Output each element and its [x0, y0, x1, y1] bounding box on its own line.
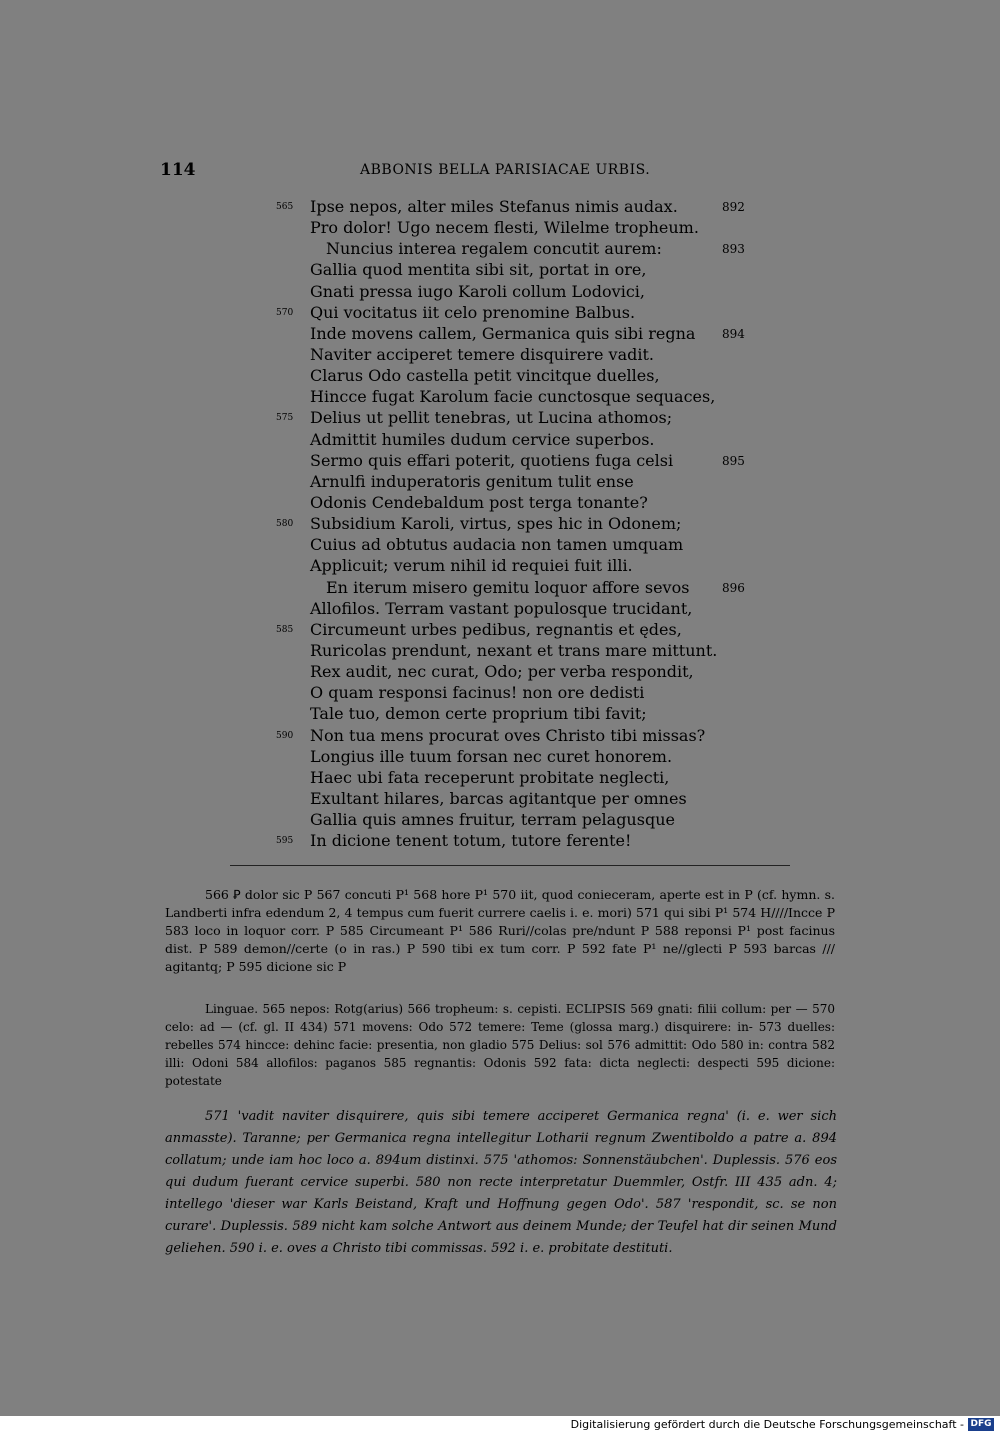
verse-line: [270, 725, 760, 746]
verse-text: Nuncius interea regalem concutit aurem:: [326, 239, 662, 259]
verse-text: Hincce fugat Karolum facie cunctosque sequaces,: [310, 387, 716, 407]
verse-text: Applicuit; verum nihil id requiei fuit illi.: [310, 556, 633, 576]
verse-text: Haec ubi fata receperunt probitate neglecti,: [310, 767, 670, 787]
verse-line: [270, 682, 760, 703]
verse-line: [270, 703, 760, 724]
verse-line: [270, 302, 760, 323]
verse-line: [270, 788, 760, 809]
verse-line: [270, 386, 760, 407]
verse-line: [270, 619, 760, 640]
verse-text: Longius ille tuum forsan nec curet honorem.: [310, 746, 673, 766]
verse-line: [270, 492, 760, 513]
footer-funding-text: Digitalisierung gefördert durch die Deutsche Forschungsgemeinschaft -: [570, 1418, 964, 1431]
footer-bar: [0, 1416, 1000, 1434]
verse-text: Clarus Odo castella petit vincitque duelles,: [310, 366, 660, 386]
verse-text: Gallia quis amnes fruitur, terram pelagusque: [310, 810, 675, 830]
notes-text: 571 'vadit naviter disquirere, quis sibi temere acciperet Germanica regna' (i. e. wer sich anmasste). Taranne; per Germanica regna intellegitur Lotharii regnum Zwentiboldo a patre a. 894 collatum; unde iam hoc loco a. 894um distinxi. 575 'athomos: Sonnenstäubchen'. Duplessis. 576 eos qui dudum fuerant cervice superbi. 580 non recte interpretatur Duemmler, Ostfr. III 435 adn. 4; intellego 'dieser war Karls Beistand, Kraft und Hoffnung gegen Odo'. 587 'respondit, sc. se non curare'. Duplessis. 589 nicht kam solche Antwort aus deinem Munde; der Teufel hat dir seinen Mund geliehen. 590 i. e. oves a Christo tibi commissas. 592 i. e. probitate destituti.: [165, 1109, 837, 1256]
verse-line: [270, 830, 760, 851]
page-header: [160, 160, 840, 184]
poem-text: [270, 196, 760, 851]
verse-line: [270, 577, 760, 598]
verse-text: Ipse nepos, alter miles Stefanus nimis audax.: [310, 197, 678, 216]
verse-line: [270, 746, 760, 767]
year-reference: 892: [722, 200, 745, 214]
verse-number: 570: [276, 307, 294, 318]
verse-line: [270, 661, 760, 682]
verse-text: Circumeunt urbes pedibus, regnantis et ędes,: [310, 619, 682, 639]
verse-text: Cuius ad obtutus audacia non tamen umquam: [310, 535, 684, 555]
verse-text: Naviter acciperet temere disquirere vadit.: [310, 344, 654, 364]
verse-number: 565: [276, 202, 294, 212]
verse-line: [270, 429, 760, 450]
verse-line: [270, 323, 760, 344]
verse-text: Rex audit, nec curat, Odo; per verba respondit,: [310, 662, 694, 682]
year-reference: 894: [722, 326, 745, 341]
verse-text: Sermo quis effari poterit, quotiens fuga celsi: [310, 450, 674, 470]
verse-line: [270, 196, 760, 217]
verse-text: In dicione tenent totum, tutore ferente!: [310, 831, 632, 851]
verse-text: O quam responsi facinus! non ore dedisti: [310, 683, 645, 703]
verse-number: 585: [276, 624, 294, 635]
year-reference: 896: [722, 580, 745, 595]
verse-text: Gallia quod mentita sibi sit, portat in ore,: [310, 260, 647, 280]
verse-line: [270, 450, 760, 471]
verse-text: Non tua mens procurat oves Christo tibi missas?: [310, 725, 706, 745]
verse-text: Qui vocitatus iit celo prenomine Balbus.: [310, 302, 636, 322]
divider-rule: [230, 865, 790, 866]
verse-text: Tale tuo, demon certe proprium tibi favit;: [310, 704, 647, 724]
verse-text: Inde movens callem, Germanica quis sibi regna: [310, 323, 696, 343]
verse-line: [270, 598, 760, 619]
page-number: 114: [160, 160, 196, 180]
verse-number: 590: [276, 730, 294, 741]
verse-line: [270, 809, 760, 830]
verse-line: [270, 471, 760, 492]
verse-number: 595: [276, 836, 294, 847]
verse-text: Gnati pressa iugo Karoli collum Lodovici,: [310, 281, 645, 301]
commentary-notes: [165, 1106, 837, 1260]
verse-line: [270, 281, 760, 302]
dfg-logo: DFG: [968, 1418, 994, 1431]
verse-text: Pro dolor! Ugo necem flesti, Wilelme tropheum.: [310, 218, 699, 238]
verse-text: Odonis Cendebaldum post terga tonante?: [310, 492, 648, 512]
verse-line: [270, 365, 760, 386]
verse-line: [270, 344, 760, 365]
verse-text: Admittit humiles dudum cervice superbos.: [310, 429, 655, 449]
verse-line: [270, 513, 760, 534]
verse-number: 580: [276, 519, 294, 530]
verse-line: [270, 640, 760, 661]
verse-number: 575: [276, 413, 294, 424]
verse-line: [270, 259, 760, 280]
glosses-section: [165, 1000, 835, 1090]
verse-line: [270, 238, 760, 259]
verse-text: Ruricolas prendunt, nexant et trans mare mittunt.: [310, 640, 718, 660]
verse-line: [270, 555, 760, 576]
verse-text: Delius ut pellit tenebras, ut Lucina athomos;: [310, 408, 673, 428]
verse-line: [270, 217, 760, 238]
verse-line: [270, 767, 760, 788]
year-reference: 893: [722, 242, 745, 257]
verse-text: Exultant hilares, barcas agitantque per omnes: [310, 788, 687, 808]
verse-line: [270, 407, 760, 428]
verse-text: En iterum misero gemitu loquor affore sevos: [326, 577, 690, 597]
running-title: ABBONIS BELLA PARISIACAE URBIS.: [360, 162, 651, 178]
verse-text: Allofilos. Terram vastant populosque trucidant,: [310, 598, 693, 618]
year-reference: 895: [722, 453, 745, 468]
glosses-text: Linguae. 565 nepos: Rotg(arius) 566 tropheum: s. cepisti. ECLIPSIS 569 gnati: filii collum: per — 570 celo: ad — (cf. gl. II 434) 571 movens: Odo 572 temere: Teme (glossa marg.) disquirere: in- 573 duelles: rebelles 574 hincce: dehinc facie: presentia, non gladio 575 Delius: sol 576 admittit: Odo 580 in: contra 582 illi: Odoni 584 allofilos: paganos 585 regnantis: Odonis 592 fata: dicta neglecti: despecti 595 dicione: potestate: [165, 1002, 835, 1088]
verse-text: Arnulfi induperatoris genitum tulit ense: [310, 471, 634, 491]
apparatus-text: 566 Ꝑ dolor sic P 567 concuti P¹ 568 hore P¹ 570 iit, quod conieceram, aperte est in P (cf. hymn. s. Landberti infra edendum 2, 4 tempus cum fuerit currere caelis i. e. mori) 571 qui sibi P¹ 574 H////Incce P 583 loco in loquor corr. P 585 Circumeant P¹ 586 Ruri//colas pre/ndunt P 588 reponsi P¹ post facinus dist. P 589 demon//certe (o in ras.) P 590 tibi ex tum corr. P 592 fate P¹ ne//glecti P 593 barcas /// agitantq; P 595 dicione sic P: [165, 887, 835, 974]
critical-apparatus: [165, 886, 835, 976]
verse-line: [270, 534, 760, 555]
verse-text: Subsidium Karoli, virtus, spes hic in Odonem;: [310, 514, 682, 534]
